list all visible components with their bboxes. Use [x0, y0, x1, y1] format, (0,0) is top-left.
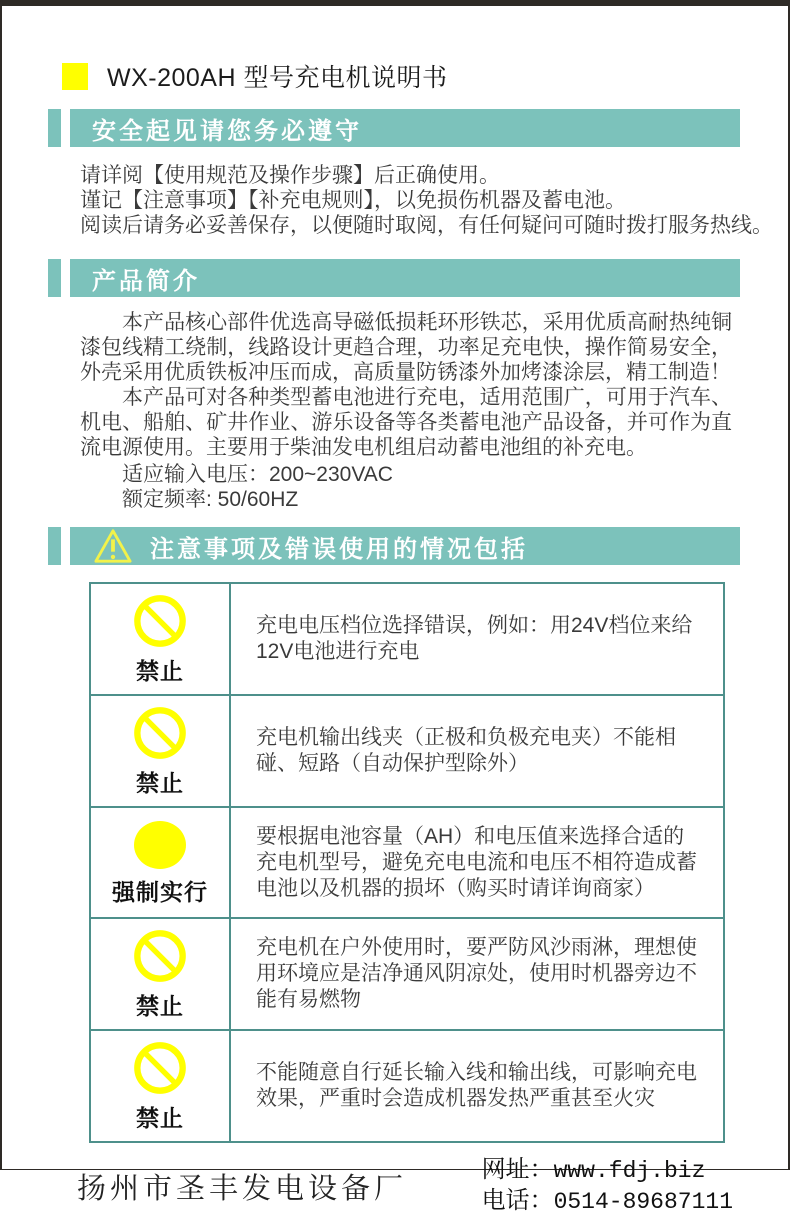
table-row	[90, 695, 724, 807]
page-title: WX-200AH 型号充电机说明书	[107, 64, 448, 92]
accent-bar	[48, 259, 61, 297]
notice-text: 要根据电池容量（AH）和电压值来选择合适的充电机型号，避免充电电流和电压不相符造成蓄电池以及机器的损坏（购买时请详询商家）	[230, 807, 724, 918]
icon-label: 禁止	[136, 770, 184, 796]
table-row	[90, 1030, 724, 1142]
table-row	[90, 918, 724, 1030]
title-row	[62, 58, 788, 94]
intro-banner	[70, 259, 740, 297]
prohibition-icon	[131, 1039, 189, 1102]
icon-cell	[90, 807, 230, 918]
safety-text-block	[80, 163, 788, 238]
accent-bar	[48, 527, 61, 565]
website-label: 网址：	[481, 1157, 554, 1183]
contact-block	[482, 1155, 733, 1217]
intro-paragraph-2-serif: 主要用于柴油发电机组启动蓄电池组的补充电。	[206, 435, 647, 459]
website-line	[482, 1155, 733, 1186]
phone-line	[482, 1186, 733, 1217]
section-header-intro	[48, 259, 788, 297]
website-value: www.fdj.biz	[553, 1158, 706, 1184]
icon-cell	[90, 583, 230, 695]
prohibition-icon	[131, 927, 189, 990]
safety-line: 阅读后请务必妥善保存，以便随时取阅，有任何疑问可随时拨打服务热线。	[80, 214, 773, 237]
safety-heading: 安全起见请您务必遵守	[92, 117, 362, 145]
icon-cell	[90, 918, 230, 1030]
icon-cell	[90, 1030, 230, 1142]
icon-cell	[90, 695, 230, 807]
accent-bar	[48, 109, 61, 147]
intro-paragraph-1: 本产品核心部件优选高导磁低损耗环形铁芯，采用优质高耐热纯铜漆包线精工绕制，线路设计更趋合理，功率足充电快，操作简易安全，外壳采用优质铁板冲压而成，高质量防锈漆外加烤漆涂层，精工制造！	[80, 311, 732, 384]
spec-rated-frequency: 额定频率: 50/60HZ	[122, 488, 299, 511]
safety-banner	[70, 109, 740, 147]
icon-label: 强制实行	[112, 878, 208, 905]
prohibition-icon	[131, 592, 189, 655]
notice-text: 充电机输出线夹（正极和负极充电夹）不能相碰、短路（自动保护型除外）	[230, 695, 724, 807]
intro-paragraph-2-main: 本产品可对各种类型蓄电池进行充电，适用范围广，可用于汽车、机电、船舶、矿井作业、游乐设备等各类蓄电池产品设备，并可作为直流电源使用。	[80, 386, 732, 459]
notice-text: 充电电压档位选择错误，例如：用24V档位来给12V电池进行充电	[230, 583, 724, 695]
notice-text: 充电机在户外使用时，要严防风沙雨淋，理想使用环境应是洁净通风阴凉处，使用时机器旁边不能有易燃物	[230, 918, 724, 1030]
mandatory-icon	[132, 819, 188, 876]
intro-text-block	[80, 310, 732, 512]
section-header-safety	[48, 109, 788, 147]
intro-heading: 产品简介	[92, 267, 200, 295]
footer	[77, 1155, 733, 1217]
warning-triangle-icon	[92, 527, 134, 565]
prohibition-icon	[131, 704, 189, 767]
icon-label: 禁止	[136, 993, 184, 1019]
company-name: 扬州市圣丰发电设备厂	[77, 1172, 408, 1205]
section-header-notices	[48, 527, 788, 565]
phone-label: 电话：	[481, 1188, 554, 1214]
icon-label: 禁止	[136, 1105, 184, 1131]
notice-text: 不能随意自行延长输入线和输出线，可影响充电效果，严重时会造成机器发热严重甚至火灾	[230, 1030, 724, 1142]
intro-paragraph-2	[80, 385, 732, 460]
icon-label: 禁止	[136, 658, 184, 684]
table-row	[90, 583, 724, 695]
phone-value: 0514-89687111	[553, 1189, 733, 1215]
safety-line: 谨记【注意事项】【补充电规则】，以免损伤机器及蓄电池。	[80, 189, 626, 212]
notices-banner	[70, 527, 740, 565]
notices-table	[89, 582, 725, 1143]
safety-line: 请详阅【使用规范及操作步骤】后正确使用。	[80, 164, 500, 187]
yellow-square-marker	[62, 63, 88, 90]
table-row	[90, 807, 724, 918]
notices-heading: 注意事项及错误使用的情况包括	[150, 535, 528, 563]
spec-input-voltage: 适应输入电压：200~230VAC	[122, 463, 393, 486]
